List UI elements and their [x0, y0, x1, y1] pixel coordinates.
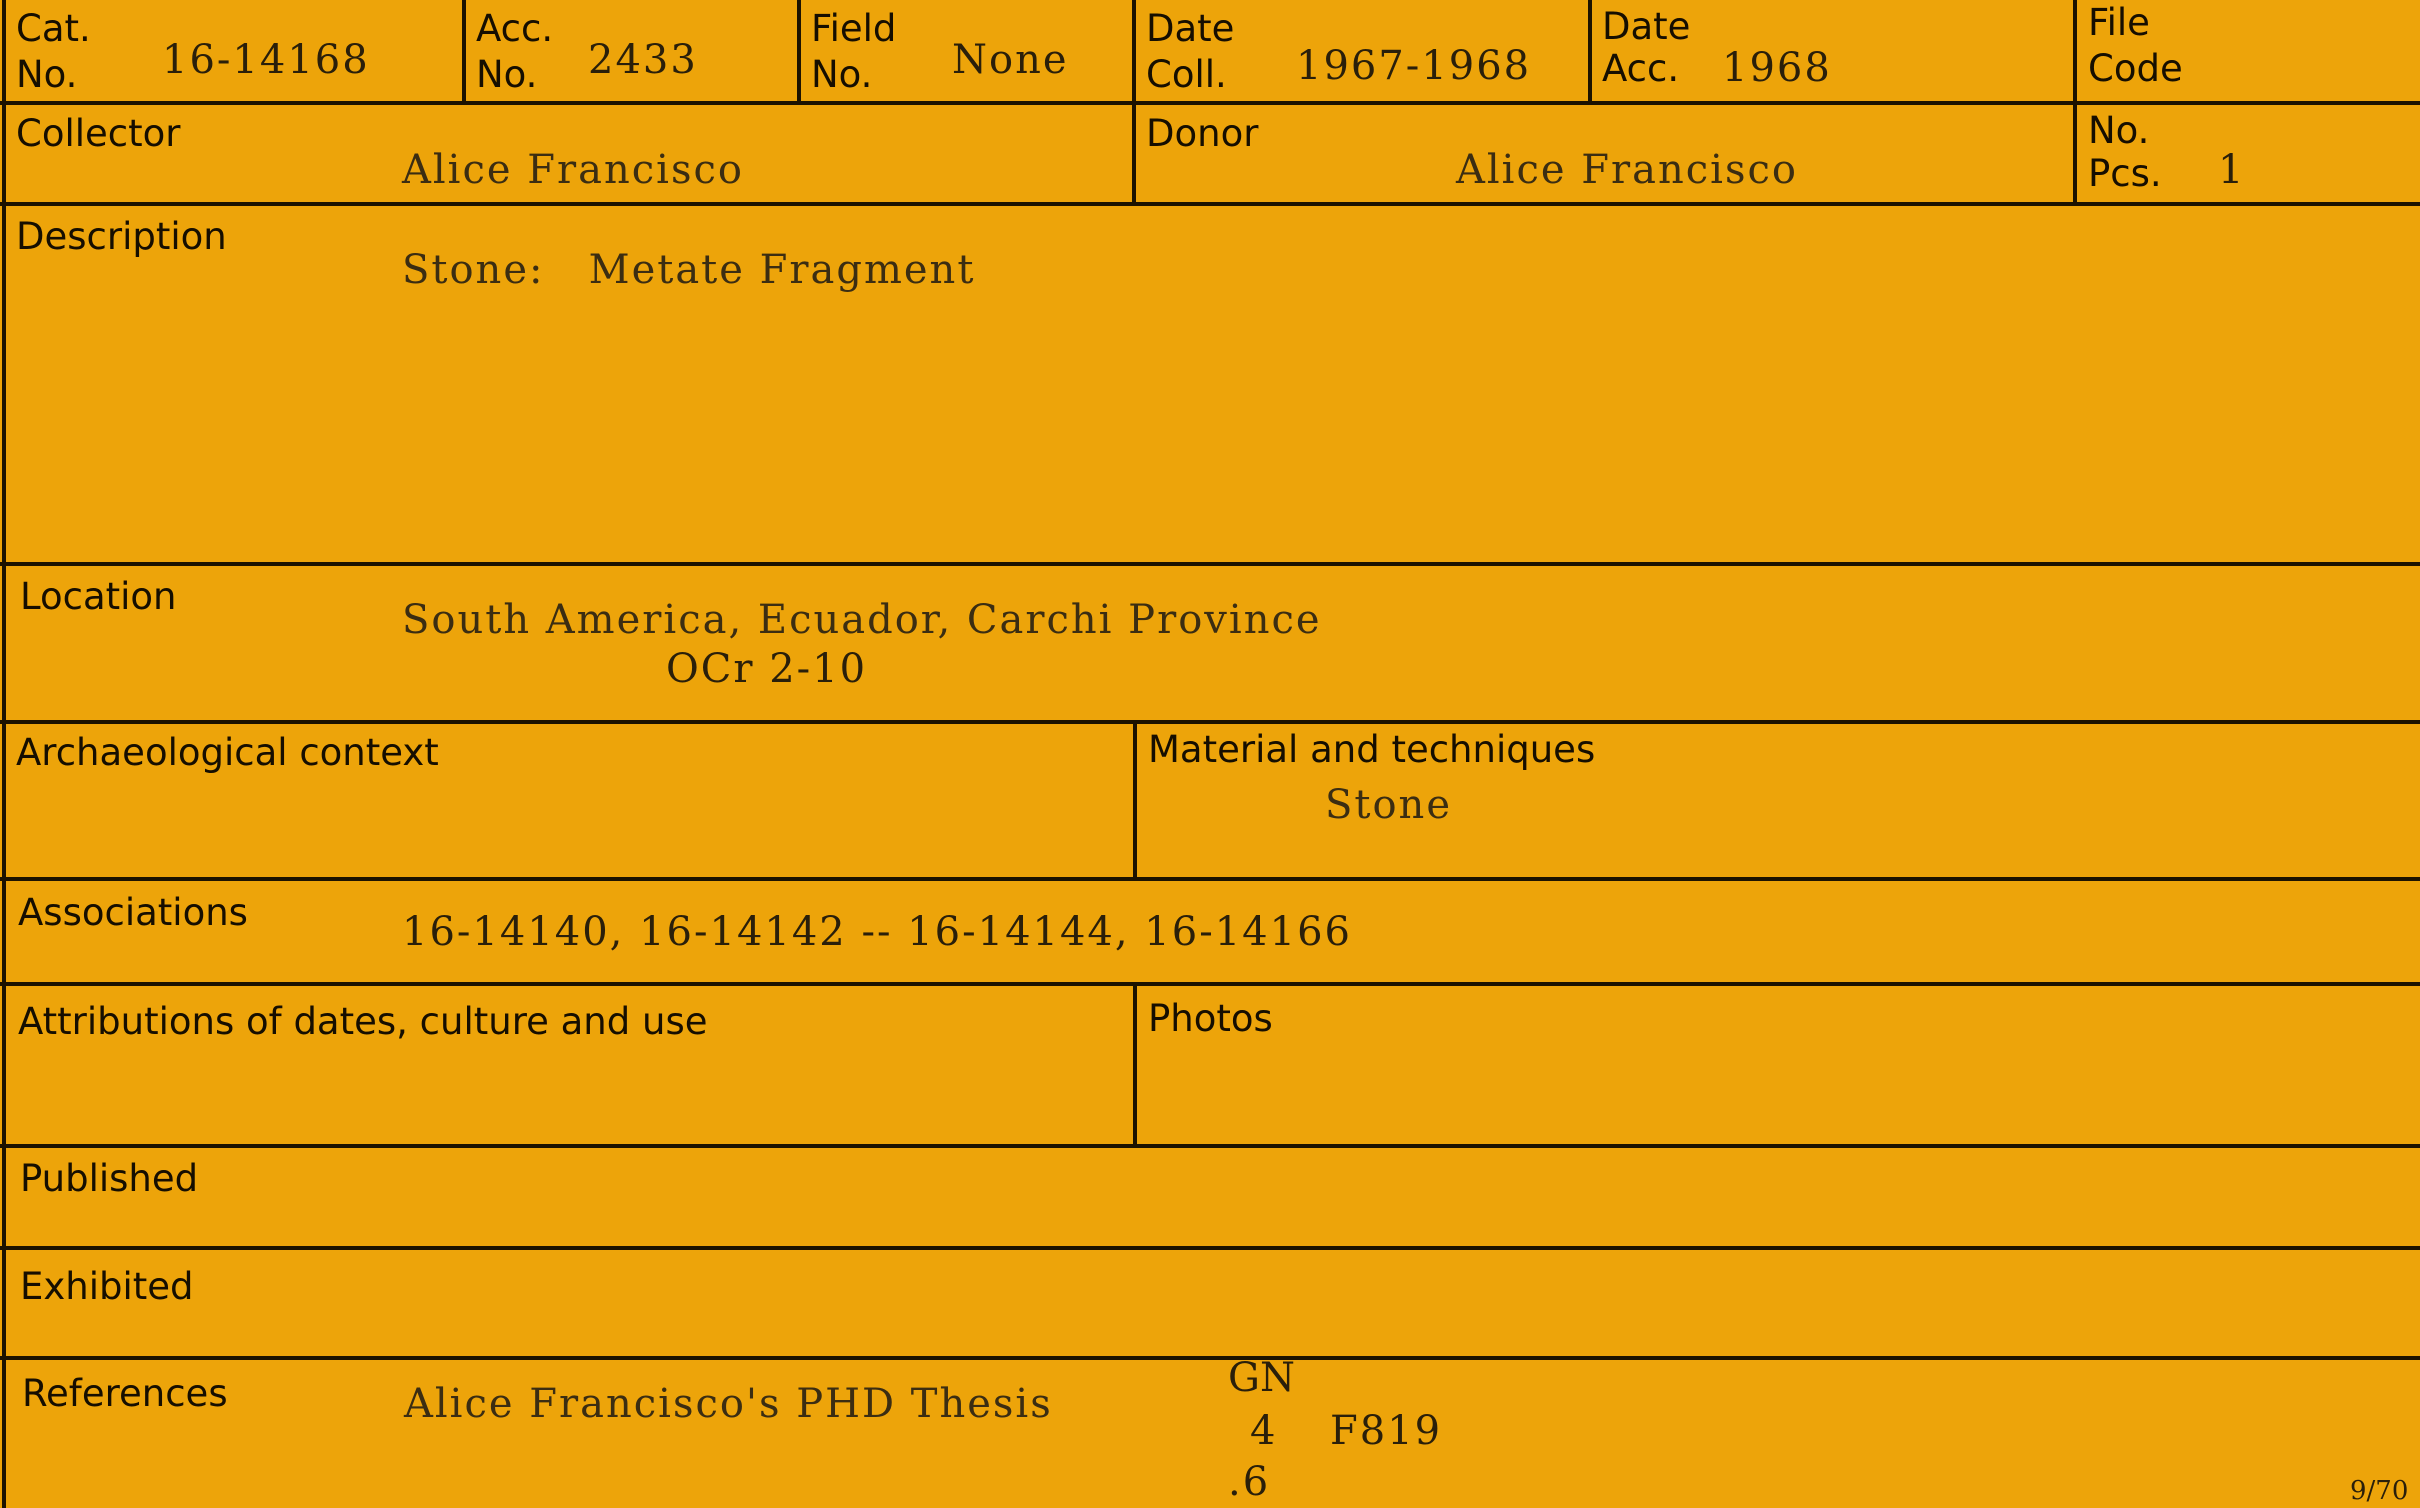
call-number-line-2: 4 [1250, 1408, 1278, 1454]
file-code-label-1: File [2088, 1, 2150, 44]
collector-label: Collector [16, 112, 181, 155]
associations-value: 16-14140, 16-14142 -- 16-14144, 16-14166 [402, 909, 1352, 955]
donor-label: Donor [1146, 112, 1259, 155]
date-coll-value: 1967-1968 [1296, 43, 1532, 89]
cat-no-value: 16-14168 [162, 37, 370, 83]
file-code-label-2: Code [2088, 47, 2183, 90]
associations-label: Associations [18, 891, 248, 934]
archaeological-context-label: Archaeological context [16, 731, 439, 774]
attributions-label: Attributions of dates, culture and use [18, 1000, 708, 1043]
rule-associations [0, 982, 2420, 986]
rule-col-acc [462, 0, 466, 103]
rule-col-photos [1133, 984, 1137, 1147]
date-acc-label-1: Date [1602, 5, 1691, 48]
rule-collector-row [0, 202, 2420, 206]
rule-col-material [1133, 722, 1137, 880]
acc-no-label-1: Acc. [476, 7, 554, 50]
date-acc-value: 1968 [1722, 45, 1832, 91]
collector-value: Alice Francisco [402, 147, 744, 193]
references-value: Alice Francisco's PHD Thesis [404, 1381, 1053, 1427]
rule-context [0, 877, 2420, 881]
published-label: Published [20, 1157, 199, 1200]
field-no-label-1: Field [811, 7, 897, 50]
date-coll-label-1: Date [1146, 7, 1235, 50]
call-number-line-3: .6 [1228, 1459, 1271, 1505]
rule-attributions [0, 1144, 2420, 1148]
cat-no-label-2: No. [16, 53, 78, 96]
rule-top-row [0, 101, 2420, 105]
rule-description [0, 562, 2420, 566]
description-label: Description [16, 215, 227, 258]
field-no-label-2: No. [811, 53, 873, 96]
call-number-line-2b: F819 [1330, 1408, 1443, 1454]
rule-col-date-acc [1588, 0, 1592, 103]
location-label: Location [20, 575, 177, 618]
acc-no-label-2: No. [476, 53, 538, 96]
cat-no-label-1: Cat. [16, 7, 91, 50]
no-pcs-label-2: Pcs. [2088, 152, 2162, 195]
material-techniques-label: Material and techniques [1148, 728, 1596, 771]
no-pcs-label-1: No. [2088, 109, 2150, 152]
donor-value: Alice Francisco [1456, 147, 1798, 193]
call-number-line-1: GN [1228, 1355, 1295, 1401]
rule-col-date-coll [1132, 0, 1136, 206]
description-value: Stone: Metate Fragment [402, 247, 976, 293]
exhibited-label: Exhibited [20, 1265, 194, 1308]
photos-label: Photos [1148, 997, 1273, 1040]
date-acc-label-2: Acc. [1602, 47, 1680, 90]
location-line-1: South America, Ecuador, Carchi Province [402, 597, 1322, 643]
date-coll-label-2: Coll. [1146, 53, 1227, 96]
rule-published [0, 1246, 2420, 1250]
rule-col-field [797, 0, 801, 103]
acc-no-value: 2433 [588, 37, 698, 83]
location-line-2: OCr 2-10 [666, 646, 868, 692]
rule-left-edge [2, 0, 6, 1508]
rule-col-file [2073, 0, 2077, 206]
field-no-value: None [952, 37, 1069, 83]
no-pcs-value: 1 [2218, 147, 2246, 193]
rule-exhibited [0, 1356, 2420, 1360]
rule-location [0, 720, 2420, 724]
form-code: 9/70 [2350, 1476, 2409, 1506]
material-value: Stone [1325, 782, 1452, 828]
references-label: References [22, 1372, 228, 1415]
